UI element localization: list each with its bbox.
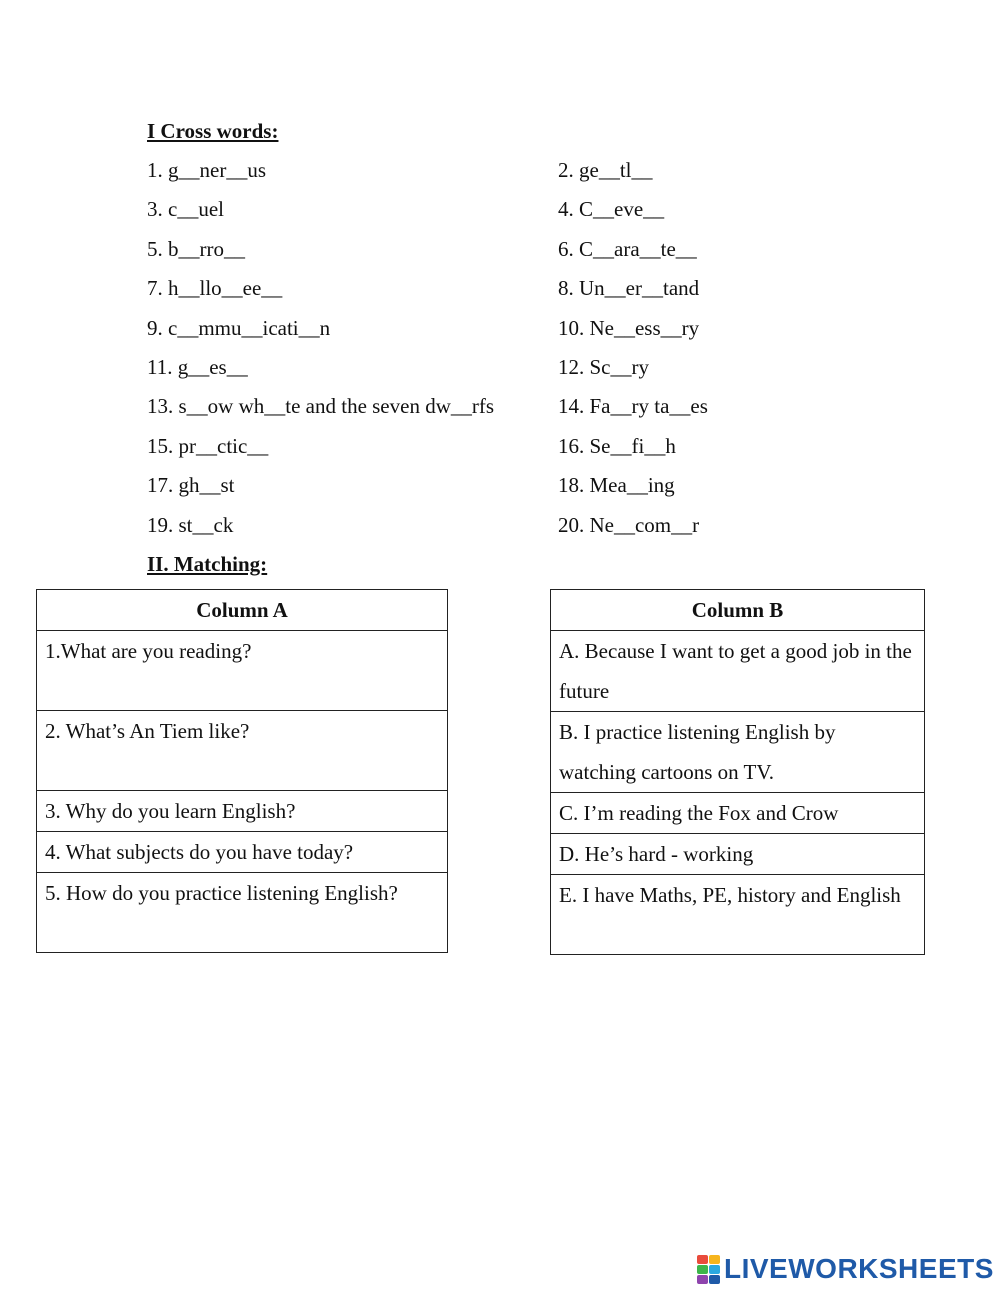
column-a-row: 3. Why do you learn English? xyxy=(37,791,448,832)
column-a-row: 1.What are you reading? xyxy=(37,631,448,711)
cross-word-item: 8. Un__er__tand xyxy=(558,276,700,301)
logo-tile xyxy=(709,1255,720,1264)
cross-word-item: 19. st__ck xyxy=(147,512,234,537)
logo-tile xyxy=(697,1255,708,1264)
column-b-header: Column B xyxy=(551,590,925,631)
cross-word-item: 14. Fa__ry ta__es xyxy=(558,394,708,419)
cross-word-item: 3. c__uel xyxy=(147,197,224,222)
cross-word-item: 15. pr__ctic__ xyxy=(147,433,269,458)
column-b-table xyxy=(550,589,925,955)
cross-word-item: 11. g__es__ xyxy=(147,354,248,379)
column-b-row: D. He’s hard - working xyxy=(551,834,925,875)
cross-word-item: 18. Mea__ing xyxy=(558,473,675,498)
logo-tile xyxy=(709,1265,720,1274)
logo-tile xyxy=(697,1275,708,1284)
column-b-row: C. I’m reading the Fox and Crow xyxy=(551,793,925,834)
column-b-row: A. Because I want to get a good job in the future xyxy=(551,631,925,712)
column-a-row: 4. What subjects do you have today? xyxy=(37,832,448,873)
cross-word-item: 20. Ne__com__r xyxy=(558,512,700,537)
cross-word-item: 2. ge__tl__ xyxy=(558,158,653,182)
cross-word-item: 16. Se__fi__h xyxy=(558,433,676,458)
cross-word-item: 4. C__eve__ xyxy=(558,197,665,222)
logo-tile xyxy=(709,1275,720,1284)
logo-text: LIVEWORKSHEETS xyxy=(724,1253,994,1284)
logo-mark-icon xyxy=(697,1255,720,1284)
cross-word-item: 10. Ne__ess__ry xyxy=(558,315,700,340)
column-b-row: E. I have Maths, PE, history and English xyxy=(551,875,925,955)
column-a-row: 2. What’s An Tiem like? xyxy=(37,711,448,791)
column-a-table xyxy=(36,589,448,953)
column-b-row: B. I practice listening English by watching cartoons on TV. xyxy=(551,712,925,793)
cross-word-item: 6. C__ara__te__ xyxy=(558,236,697,261)
cross-word-item: 5. b__rro__ xyxy=(147,236,245,261)
section-title-cross-words: I Cross words: xyxy=(147,119,279,143)
column-a-header: Column A xyxy=(37,590,448,631)
column-a-row: 5. How do you practice listening English? xyxy=(37,873,448,953)
liveworksheets-logo[interactable] xyxy=(697,1253,994,1285)
cross-word-item: 1. g__ner__us xyxy=(147,158,266,182)
cross-word-item: 17. gh__st xyxy=(147,473,235,498)
cross-word-item: 7. h__llo__ee__ xyxy=(147,276,283,301)
cross-words-list xyxy=(147,156,888,550)
section-title-matching: II. Matching: xyxy=(147,552,268,576)
logo-tile xyxy=(697,1265,708,1274)
cross-word-item: 12. Sc__ry xyxy=(558,354,649,379)
cross-word-item: 9. c__mmu__icati__n xyxy=(147,315,331,340)
cross-word-item: 13. s__ow wh__te and the seven dw__rfs xyxy=(147,394,495,419)
